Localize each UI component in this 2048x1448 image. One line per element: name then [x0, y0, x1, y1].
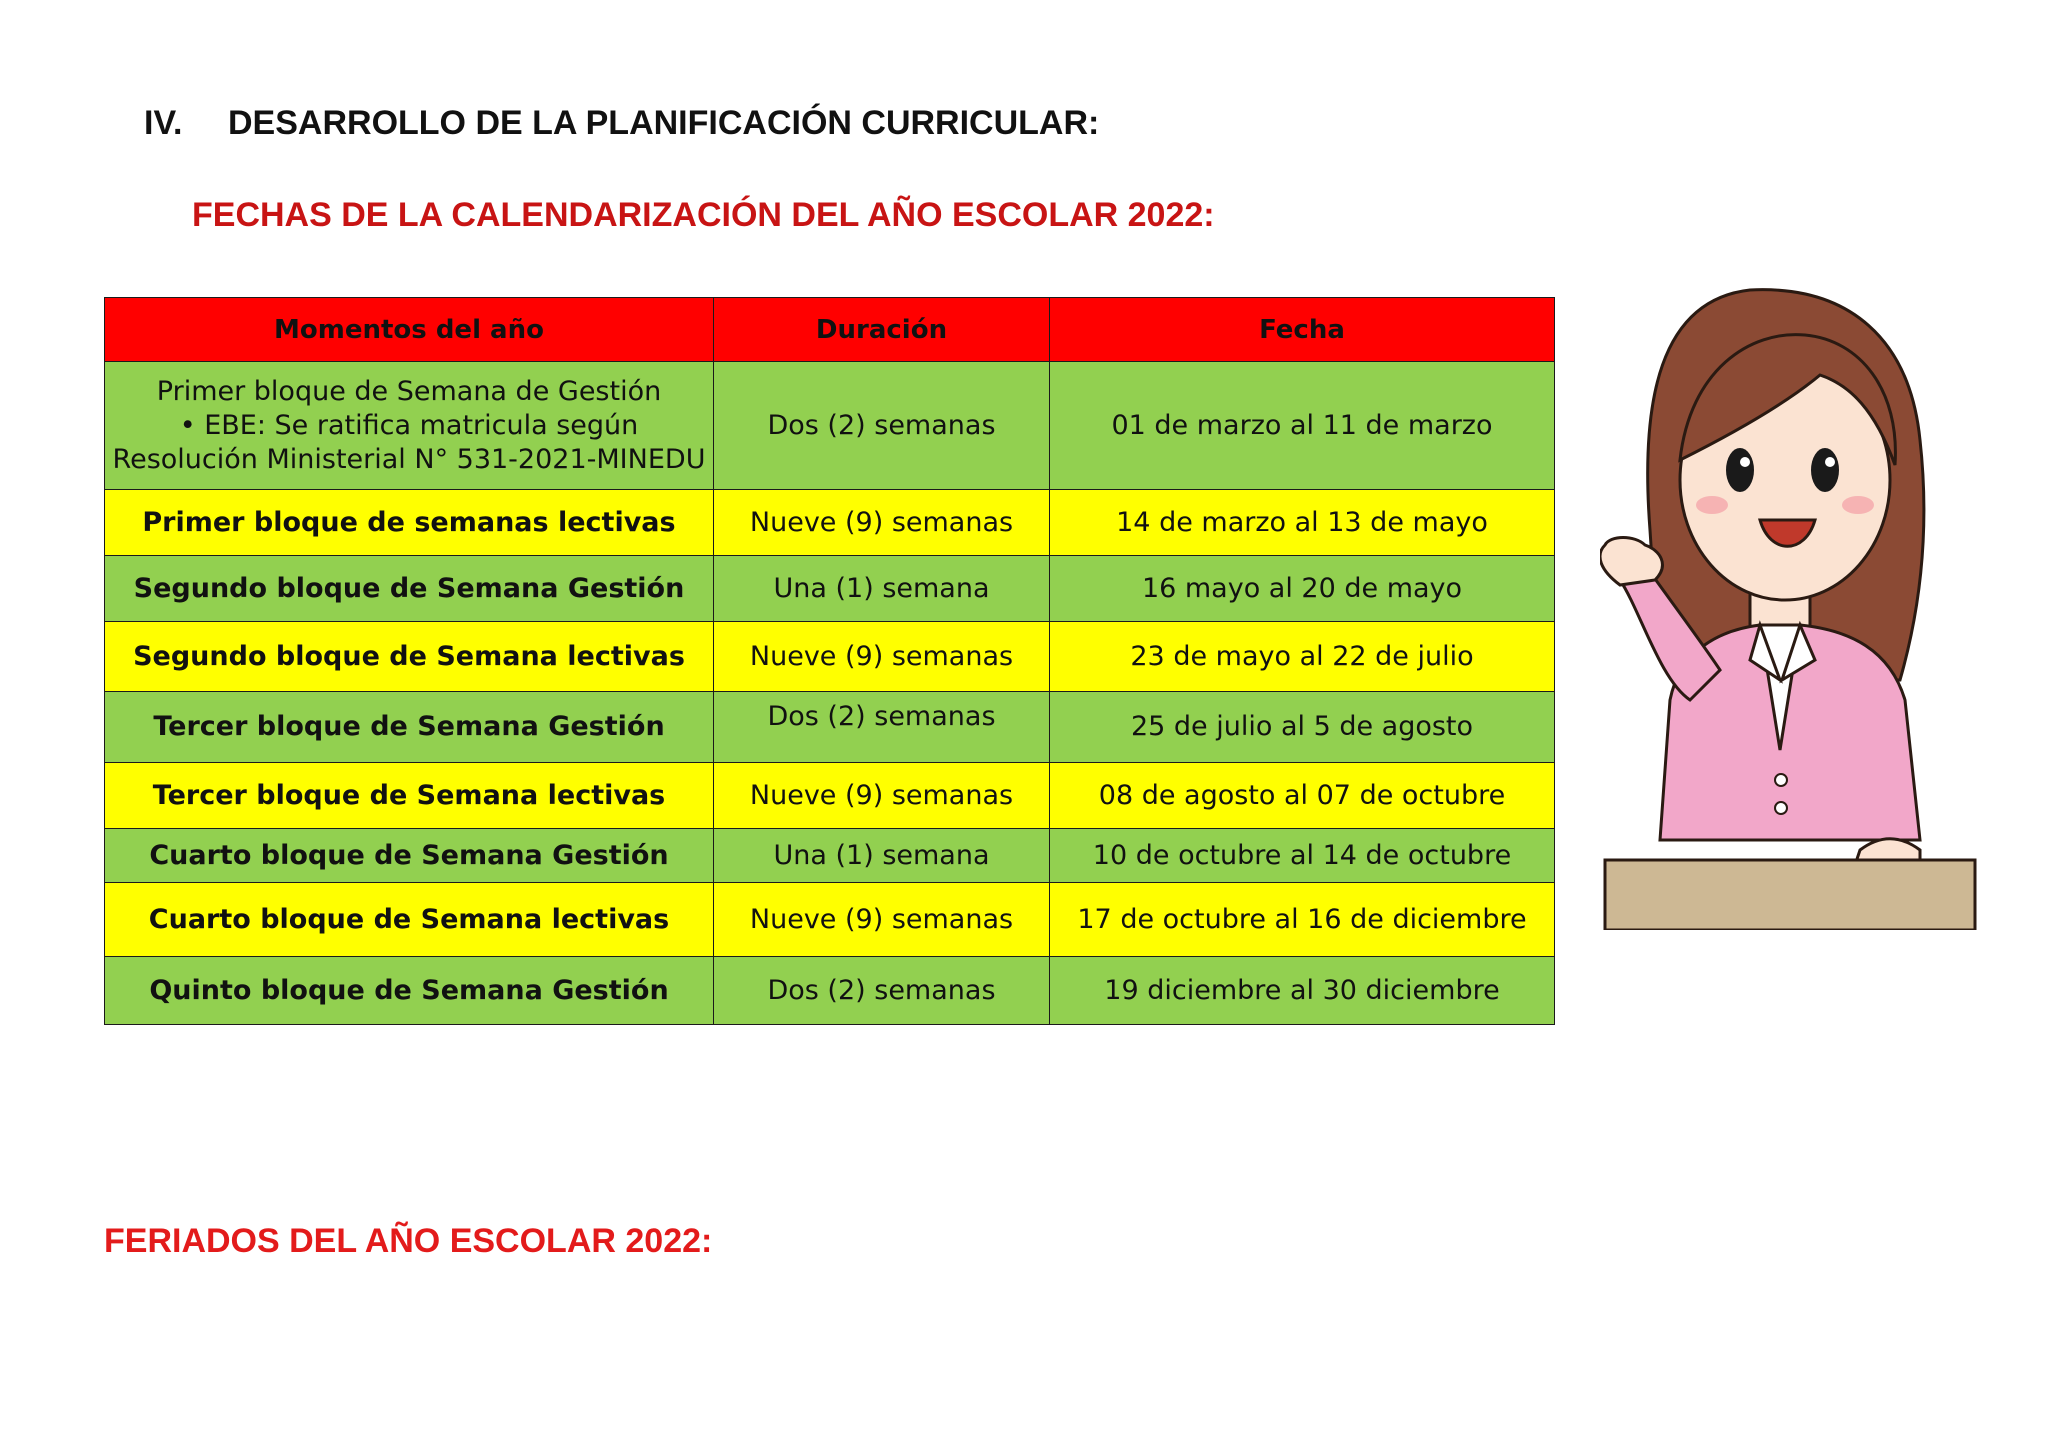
duration-cell: Nueve (9) semanas — [714, 490, 1050, 556]
date-cell: 08 de agosto al 07 de octubre — [1050, 763, 1555, 829]
table-header-row — [105, 298, 1555, 362]
moment-cell: Tercer bloque de Semana lectivas — [105, 763, 714, 829]
table-row — [105, 957, 1555, 1025]
table-row — [105, 829, 1555, 883]
date-cell: 10 de octubre al 14 de octubre — [1050, 829, 1555, 883]
duration-cell: Nueve (9) semanas — [714, 763, 1050, 829]
duration-cell: Dos (2) semanas — [714, 957, 1050, 1025]
section-number: IV. — [144, 104, 183, 142]
table-row — [105, 763, 1555, 829]
table-row — [105, 622, 1555, 692]
moment-cell: Segundo bloque de Semana lectivas — [105, 622, 714, 692]
moment-cell: Cuarto bloque de Semana lectivas — [105, 883, 714, 957]
date-cell: 01 de marzo al 11 de marzo — [1050, 362, 1555, 490]
table-row — [105, 490, 1555, 556]
calendar-table — [104, 297, 1555, 1025]
moment-cell: Cuarto bloque de Semana Gestión — [105, 829, 714, 883]
calendar-subtitle: FECHAS DE LA CALENDARIZACIÓN DEL AÑO ESCOLAR 2022: — [192, 196, 1215, 234]
duration-cell: Nueve (9) semanas — [714, 622, 1050, 692]
duration-cell: Dos (2) semanas — [714, 692, 1050, 763]
moment-cell: Segundo bloque de Semana Gestión — [105, 556, 714, 622]
moment-cell: Primer bloque de semanas lectivas — [105, 490, 714, 556]
table-row — [105, 556, 1555, 622]
moment-cell: Quinto bloque de Semana Gestión — [105, 957, 714, 1025]
moment-label: Primer bloque de Semana de Gestión — [156, 375, 662, 407]
date-cell: 19 diciembre al 30 diciembre — [1050, 957, 1555, 1025]
header-duration: Duración — [714, 298, 1050, 362]
header-date: Fecha — [1050, 298, 1555, 362]
section-title: DESARROLLO DE LA PLANIFICACIÓN CURRICULAR: — [228, 104, 1100, 142]
moment-note: Resolución Ministerial N° 531-2021-MINEDU — [112, 443, 706, 475]
moment-cell — [105, 362, 714, 490]
table-row — [105, 692, 1555, 763]
table-row — [105, 883, 1555, 957]
duration-cell: Nueve (9) semanas — [714, 883, 1050, 957]
date-cell: 14 de marzo al 13 de mayo — [1050, 490, 1555, 556]
moment-cell: Tercer bloque de Semana Gestión — [105, 692, 714, 763]
duration-cell: Una (1) semana — [714, 829, 1050, 883]
holidays-heading: FERIADOS DEL AÑO ESCOLAR 2022: — [104, 1222, 713, 1260]
section-heading — [144, 104, 1099, 143]
table-row — [105, 362, 1555, 490]
header-moment: Momentos del año — [105, 298, 714, 362]
date-cell: 17 de octubre al 16 de diciembre — [1050, 883, 1555, 957]
duration-cell: Dos (2) semanas — [714, 362, 1050, 490]
date-cell: 23 de mayo al 22 de julio — [1050, 622, 1555, 692]
duration-cell: Una (1) semana — [714, 556, 1050, 622]
date-cell: 25 de julio al 5 de agosto — [1050, 692, 1555, 763]
moment-note: • EBE: Se ratifica matricula según — [179, 409, 639, 441]
teacher-presenting-illustration — [1600, 280, 1980, 930]
date-cell: 16 mayo al 20 de mayo — [1050, 556, 1555, 622]
